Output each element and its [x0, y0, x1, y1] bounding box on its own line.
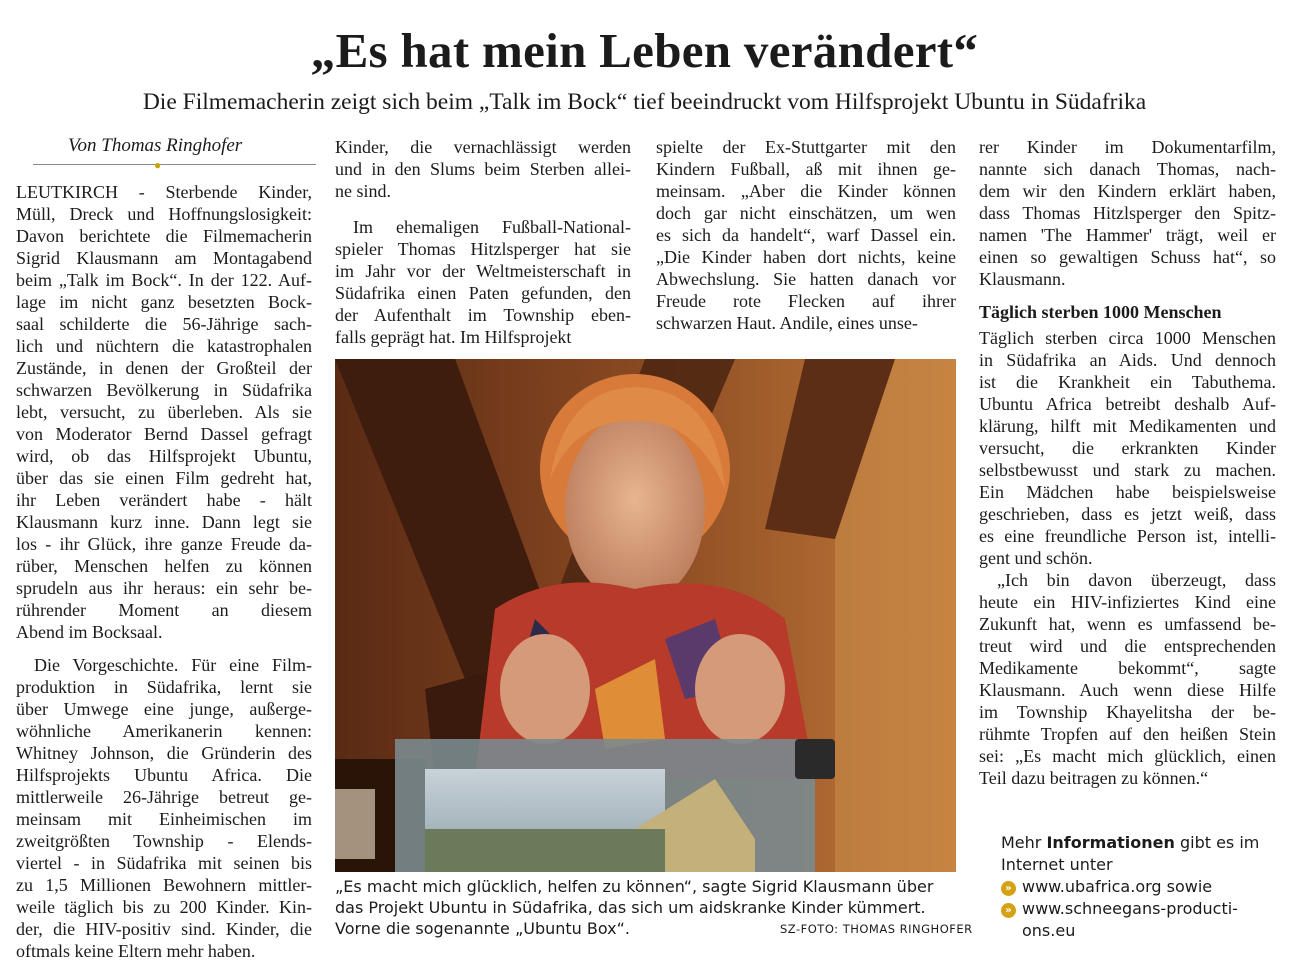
article-line: rühmte Tropfen auf den heißen Stein: [979, 724, 1276, 744]
article-line: zu 1,5 Millionen Bewohnern mittler-: [16, 875, 312, 895]
info-link-row[interactable]: [1001, 898, 1289, 920]
article-line: Davon berichtete die Filmemacherin: [16, 226, 312, 246]
article-photo: [335, 359, 956, 872]
info-text: Mehr: [1001, 833, 1047, 852]
info-text-bold: Informationen: [1046, 833, 1175, 852]
article-line: Medikamente bekommt“, sagte: [979, 658, 1276, 678]
article-line: lich und nüchtern die katastrophalen: [16, 336, 312, 356]
article-line: heute ein HIV-infiziertes Kind eine: [979, 592, 1276, 612]
article-line: Kinder, die vernachlässigt werden: [335, 137, 631, 157]
article-line: sprudeln aus ihr heraus: ein sehr be-: [16, 578, 312, 598]
article-line: Klausmann. Auch wenn diese Hilfe: [979, 680, 1276, 700]
article-line: der Aufenthalt im Township eben-: [335, 305, 631, 325]
article-line: dass Thomas Hitzlsperger den Spitz-: [979, 203, 1276, 223]
article-line: Ein Mädchen habe beispielsweise: [979, 482, 1276, 502]
article-line: klärung, hilft mit Medikamenten und: [979, 416, 1276, 436]
article-line: Klausmann.: [979, 269, 1066, 289]
article-line: ist die Krankheit ein Tabuthema.: [979, 372, 1276, 392]
byline-divider: [33, 164, 316, 165]
article-line: ne sind.: [335, 181, 391, 201]
article-line: und in den Slums beim Sterben allei-: [335, 159, 631, 179]
article-line: im Township Khayelitsha der be-: [979, 702, 1276, 722]
info-link-row[interactable]: [1001, 876, 1289, 898]
article-line: treut wird und die entsprechenden: [979, 636, 1276, 656]
article-line: Teil dazu beitragen zu können.“: [979, 768, 1209, 788]
caption-line: „Es macht mich glücklich, helfen zu können“, sagte Sigrid Klausmann über: [335, 877, 934, 896]
article-line: lebt, versucht, zu überleben. Als sie: [16, 402, 312, 422]
paragraph-gap: [335, 202, 631, 216]
article-subheadline: Die Filmemacherin zeigt sich beim „Talk im Bock“ tief beeindruckt vom Hilfsprojekt Ubuntu in Südafrika: [142, 89, 1147, 115]
article-line: sei: „Es macht mich glücklich, einen: [979, 746, 1276, 766]
article-line: rüber, Menschen helfen zu können: [16, 556, 312, 576]
article-line: wöhnliche Amerikanerin kennen:: [16, 721, 312, 741]
article-line: nannte sich danach Thomas, nach-: [979, 159, 1276, 179]
article-line: meinsam mit Einheimischen im: [16, 809, 312, 829]
info-link-continued[interactable]: ons.eu: [1022, 921, 1076, 940]
chevron-right-icon: »: [1001, 881, 1016, 896]
article-line: gent und schön.: [979, 548, 1093, 568]
article-column-3: [656, 136, 956, 334]
photo-credit: SZ-FOTO: THOMAS RINGHOFER: [780, 922, 973, 936]
article-line: saal schilderte die 56-Jährige sach-: [16, 314, 312, 334]
byline: Von Thomas Ringhofer: [68, 135, 243, 156]
info-line: Internet unter: [1001, 855, 1113, 874]
section-body: [979, 327, 1276, 789]
article-headline: „Es hat mein Leben verändert“: [310, 23, 979, 78]
article-line: der, die HIV-positiv sind. Kinder, die: [16, 919, 312, 939]
article-line: „Die Kinder haben dort nichts, keine: [656, 247, 956, 267]
article-line: versucht, die erkrankten Kinder: [979, 438, 1276, 458]
caption-line: das Projekt Ubuntu in Südafrika, das sich um aidskranke Kinder kümmert.: [335, 898, 926, 917]
article-line: Ubuntu Africa betreibt deshalb Auf-: [979, 394, 1276, 414]
article-line: Täglich sterben circa 1000 Menschen: [979, 328, 1276, 348]
article-line: einen so gewaltigen Schuss hat“, so: [979, 247, 1276, 267]
article-line: meinsam. „Aber die Kinder können: [656, 181, 956, 201]
article-column-4: [979, 136, 1276, 290]
article-line: Sigrid Klausmann am Montagabend: [16, 248, 312, 268]
article-line: lage im nicht ganz besetzten Bock-: [16, 292, 312, 312]
article-line: in Südafrika an Aids. Und dennoch: [979, 350, 1276, 370]
section-heading: Täglich sterben 1000 Menschen: [979, 302, 1222, 322]
article-line: rührender Moment an diesem: [16, 600, 312, 620]
article-line: los - ihr Glück, ihre ganze Freude da-: [16, 534, 312, 554]
article-line: geschrieben, dass es jetzt weiß, dass: [979, 504, 1276, 524]
article-line: spieler Thomas Hitzlsperger hat sie: [335, 239, 631, 259]
article-line: ihr Leben verändert habe - hält: [16, 490, 312, 510]
article-column-1: [16, 181, 312, 962]
article-line: spielte der Ex-Stuttgarter mit den: [656, 137, 956, 157]
chevron-right-icon: »: [1001, 903, 1016, 918]
article-line: Kindern Fußball, aß mit ihnen ge-: [656, 159, 956, 179]
caption-line: Vorne die sogenannte „Ubuntu Box“.: [335, 919, 630, 938]
article-line: Zukunft hat, wenn es umfassend be-: [979, 614, 1276, 634]
article-line: dem wir den Kindern erklärt haben,: [979, 181, 1276, 201]
article-line: es eine freundliche Person ist, intelli-: [979, 526, 1276, 546]
article-line: Südafrika einen Paten gefunden, den: [335, 283, 631, 303]
info-link[interactable]: www.schneegans-producti-: [1022, 899, 1238, 918]
article-line: von Moderator Bernd Dassel gefragt: [16, 424, 312, 444]
article-line: Zustände, in denen der Großteil der: [16, 358, 312, 378]
info-line: [1001, 832, 1289, 854]
article-line: Whitney Johnson, die Gründerin des: [16, 743, 312, 763]
article-column-2: [335, 136, 631, 348]
article-line: oftmals keine Eltern mehr haben.: [16, 941, 256, 961]
article-line: schwarzen Haut. Andile, eines unse-: [656, 313, 918, 333]
article-line: doch gar nicht einschätzen, um wen: [656, 203, 956, 223]
info-link[interactable]: www.ubafrica.org sowie: [1022, 877, 1213, 896]
article-line: rer Kinder im Dokumentarfilm,: [979, 137, 1276, 157]
article-line: viertel - in Südafrika mit seinen bis: [16, 853, 312, 873]
article-line: „Ich bin davon überzeugt, dass: [997, 570, 1276, 590]
info-box: [1001, 832, 1289, 942]
article-line: Freude rote Flecken auf ihrer: [656, 291, 956, 311]
article-line: selbstbewusst und stark zu machen.: [979, 460, 1276, 480]
article-line: beim „Talk im Bock“. In der 122. Auf-: [16, 270, 312, 290]
article-line: Abend im Bocksaal.: [16, 622, 163, 642]
article-line: falls geprägt hat. Im Hilfsprojekt: [335, 327, 572, 347]
article-line: namen 'The Hammer' trägt, weil er: [979, 225, 1276, 245]
article-line: im Jahr vor der Weltmeisterschaft in: [335, 261, 631, 281]
article-line: LEUTKIRCH - Sterbende Kinder,: [16, 182, 312, 202]
article-line: schwarzen Bevölkerung in Südafrika: [16, 380, 312, 400]
article-line: produktion in Südafrika, lernt sie: [16, 677, 312, 697]
article-line: weile täglich bis zu 200 Kinder. Kin-: [16, 897, 312, 917]
article-line: Die Vorgeschichte. Für eine Film-: [34, 655, 312, 675]
article-line: über das sie einen Film gedreht hat,: [16, 468, 312, 488]
article-line: es sich da handelt“, warf Dassel ein.: [656, 225, 956, 245]
article-line: über Umwege eine junge, außerge-: [16, 699, 312, 719]
article-line: Hilfsprojekts Ubuntu Africa. Die: [16, 765, 312, 785]
article-line: wird, ob das Hilfsprojekt Ubuntu,: [16, 446, 312, 466]
article-line: Müll, Dreck und Hoffnungslosigkeit:: [16, 204, 312, 224]
article-line: zweitgrößten Township - Elends-: [16, 831, 312, 851]
article-line: mittlerweile 26-Jährige betreut ge-: [16, 787, 312, 807]
article-line: Abwechslung. Sie hatten danach vor: [656, 269, 956, 289]
info-text: gibt es im: [1174, 833, 1260, 852]
byline-dot-icon: ●: [154, 158, 162, 172]
article-line: Im ehemaligen Fußball-National-: [353, 217, 631, 237]
article-line: Klausmann kurz inne. Dann legt sie: [16, 512, 312, 532]
